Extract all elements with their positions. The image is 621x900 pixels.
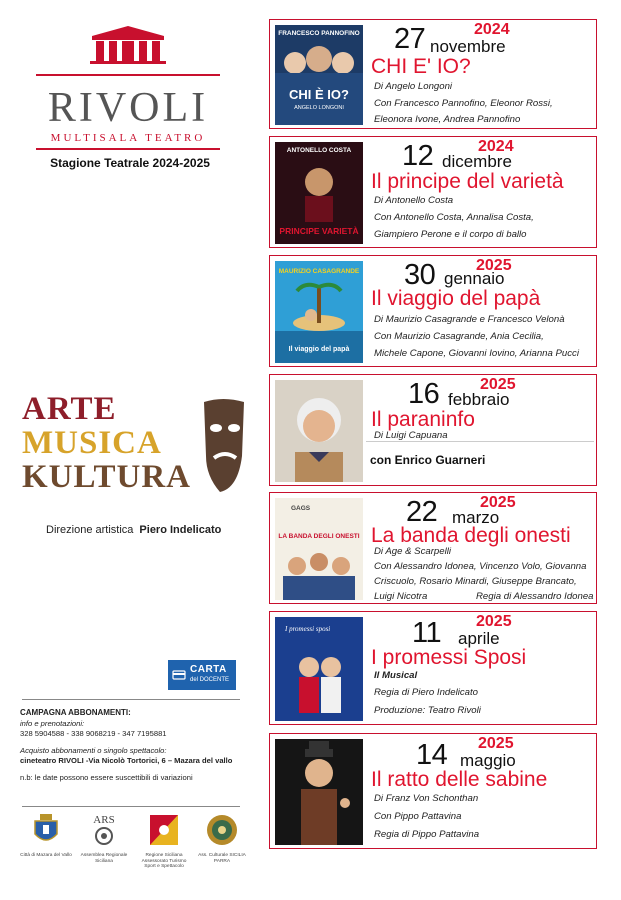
director-name: Piero Indelicato [139,524,222,536]
carta-docente-badge [168,660,236,690]
event-month: gennaio [444,269,505,288]
sponsor-label: Assemblea Regionale Siciliana [80,853,128,864]
event-title: La banda degli onesti [371,524,571,547]
event-day: 30 [404,259,436,291]
ars-emblem-icon [93,826,115,846]
event-month: maggio [460,751,516,770]
sponsor-label: Ass. Culturale SICILIA PARRA [198,853,246,864]
event-day: 12 [402,140,434,172]
phone-numbers: 328 5904588 - 338 9068219 - 347 7195881 [20,729,167,738]
event-line: Di Franz Von Schonthan [374,793,479,804]
event-title: Il ratto delle sabine [371,768,548,791]
event-date [270,734,596,770]
event-day: 14 [416,739,448,771]
event-year: 2025 [476,613,512,630]
event-title: Il principe del varietà [371,170,564,193]
event-card [269,255,597,367]
poster-top: GAGS [291,505,311,512]
left-column [0,0,262,900]
event-line: Di Maurizio Casagrande e Francesco Velonà [374,314,565,325]
sponsor-label: Regione Siciliana Assessorato Turismo Sport e Spettacolo [141,853,187,869]
event-day: 27 [394,23,426,55]
subscription-info [20,708,256,783]
event-line: Di Antonello Costa [374,195,454,206]
purchase-label: Acquisto abbonamenti o singolo spettacolo: [20,745,167,755]
poster-title: PRINCIPE VARIETÀ [279,226,359,236]
event-month: febbraio [448,390,510,409]
subscription-title: CAMPAGNA ABBONAMENTI: [20,708,131,717]
event-line: Criscuolo, Rosario Minardi, Giuseppe Brancato, [374,576,577,587]
logo-rule-top [36,74,220,76]
sponsor-logos [20,814,250,874]
event-line: Con Francesco Pannofino, Eleonor Rossi, [374,98,553,109]
event-line: Giampiero Perone e il corpo di ballo [374,229,527,240]
brand-line-kultura: KULTURA [22,459,191,495]
sponsor-mazara [20,814,72,859]
logo-subtitle: MULTISALA TEATRO [50,132,206,144]
event-line: Di Angelo Longoni [374,81,453,92]
rivoli-logo [28,18,228,148]
divider-top [22,699,240,700]
event-line: Michele Capone, Giovanni Iovino, Arianna Pucci [374,348,579,359]
event-line: Il Musical [374,670,418,681]
event-year: 2025 [478,735,514,752]
event-year: 2025 [480,494,516,511]
season-title: Stagione Teatrale 2024-2025 [50,156,210,170]
divider-bottom [22,806,240,807]
ars-mark: ARS [93,814,115,826]
event-date [270,612,596,648]
event-month: dicembre [442,152,512,171]
poster-subtitle: ANGELO LONGONI [294,105,344,111]
event-line: Con Alessandro Idonea, Vincenzo Volo, Giovanna [374,561,587,572]
event-line: Di Luigi Capuana [374,430,448,441]
sponsor-regione [138,814,190,870]
event-day: 16 [408,378,440,410]
cast-divider [366,441,594,442]
event-date [270,20,596,56]
poster-top: I promessi sposi [285,625,331,633]
event-year: 2024 [474,21,510,38]
contacts-label: info e prenotazioni: [20,718,85,728]
direction-label: Direzione artistica [46,524,134,536]
event-line: Con Antonello Costa, Annalisa Costa, [374,212,534,223]
event-line: Di Age & Scarpelli [374,546,451,557]
event-line: Regia di Alessandro Idonea [476,591,594,602]
brand-line-musica: MUSICA [22,425,162,461]
poster-top: FRANCESCO PANNOFINO [278,30,360,37]
event-line: Luigi Nicotra [374,591,428,602]
theatre-building-icon [82,24,174,64]
sponsor-ars [78,814,130,864]
event-year: 2025 [476,257,512,274]
event-card [269,374,597,486]
event-line: Regia di Pippo Pattavina [374,829,480,840]
association-seal-icon [206,814,238,846]
trinacria-icon [149,814,179,846]
carta-subtitle: del DOCENTE [190,677,230,683]
brand-line-arte: ARTE [22,391,117,427]
event-title: CHI E' IO? [371,55,471,78]
event-card [269,733,597,849]
theatre-mask-icon [198,396,248,496]
event-line: Eleonora Ivone, Andrea Pannofino [374,114,521,125]
event-line: Regia di Piero Indelicato [374,687,478,698]
venue-address: cineteatro RIVOLI -Via Nicolò Tortorici, 6 – Mazara del vallo [20,756,233,765]
poster-top: MAURIZIO CASAGRANDE [278,268,360,275]
event-line: Produzione: Teatro Rivoli [374,705,481,716]
event-month: marzo [452,508,500,527]
artistic-direction [46,524,221,536]
city-crest-icon [33,814,59,846]
logo-name: RIVOLI [47,85,209,131]
event-line: Con Maurizio Casagrande, Ania Cecilia, [374,331,544,342]
dates-note: n.b: le date possono essere suscettibili di variazioni [20,772,193,782]
event-month: novembre [430,37,506,56]
event-line: Con Pippo Pattavina [374,811,462,822]
carta-title: CARTA [190,664,227,675]
event-title: I promessi Sposi [371,646,527,669]
sponsor-label: Città di Mazara del Vallo [20,853,72,858]
event-date [270,137,596,173]
event-title: Il paraninfo [371,408,475,431]
event-card [269,136,597,248]
sponsor-sicilia-parra [196,814,248,864]
event-day: 11 [412,617,442,649]
event-card [269,611,597,725]
event-cast: con Enrico Guarneri [370,453,486,467]
event-year: 2025 [480,376,516,393]
arte-musica-kultura-logo [22,392,242,502]
poster-top: ANTONELLO COSTA [286,147,352,154]
event-day: 22 [406,496,438,528]
event-card [269,19,597,129]
card-icon [172,668,186,682]
poster-title: LA BANDA DEGLI ONESTI [278,533,360,540]
poster-title: CHI È IO? [289,87,349,102]
event-year: 2024 [478,138,514,155]
event-title: Il viaggio del papà [371,287,541,310]
event-date [270,375,596,411]
event-month: aprile [458,629,500,648]
logo-rule-bottom [36,148,220,150]
event-card [269,492,597,604]
poster-title: Il viaggio del papà [288,346,350,353]
